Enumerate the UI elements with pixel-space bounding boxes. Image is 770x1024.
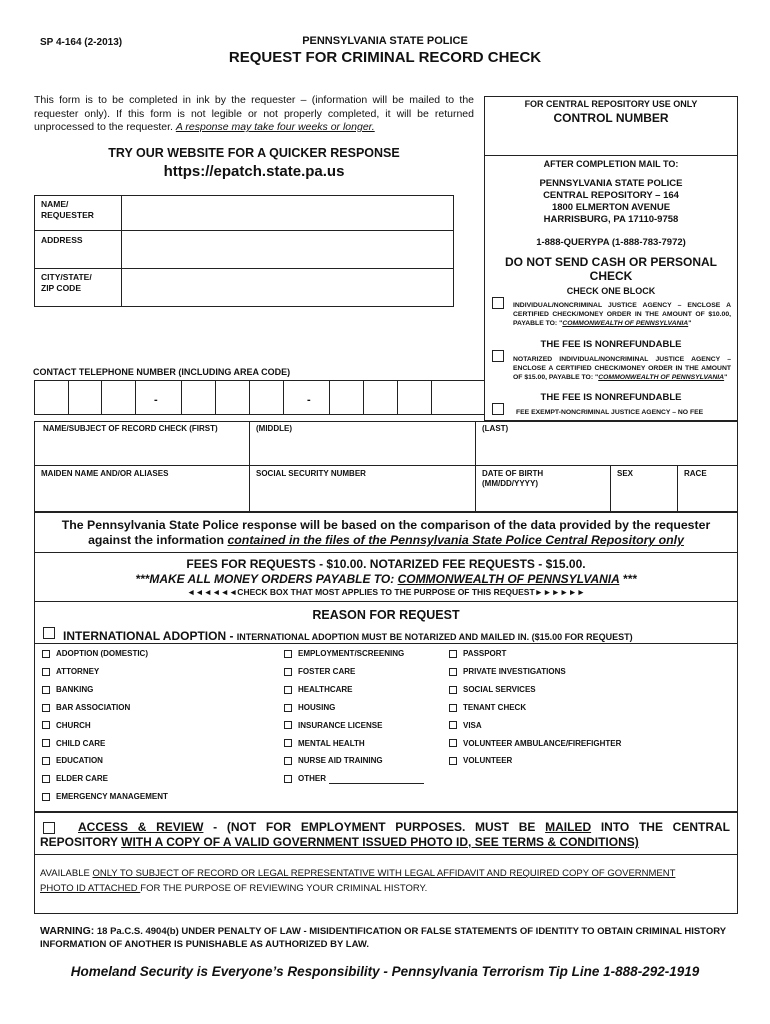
reason-checkbox[interactable]	[42, 721, 50, 729]
reason-label: VISA	[463, 720, 482, 730]
name-requester-field[interactable]	[122, 196, 453, 229]
name-requester-label: NAME/ REQUESTER	[41, 199, 94, 221]
phone-label: CONTACT TELEPHONE NUMBER (INCLUDING AREA CODE)	[33, 367, 291, 377]
reason-option[interactable]	[449, 721, 482, 731]
nonrefundable-note: THE FEE IS NONREFUNDABLE	[540, 392, 682, 403]
reason-checkbox[interactable]	[284, 775, 292, 783]
fees-line: FEES FOR REQUESTS - $10.00. NOTARIZED FEE REQUESTS - $15.00.	[186, 557, 586, 571]
phone-digit-divider	[101, 380, 102, 415]
phone-digit-divider	[397, 380, 398, 415]
access-availability: AVAILABLE ONLY TO SUBJECT OF RECORD OR LEGAL REPRESENTATIVE WITH LEGAL AFFIDAVIT AND REQUIRED COPY OF GOVERNMENT PHOTO ID ATTACHED FOR THE PURPOSE OF REVIEWING YOUR CRIMINAL HISTORY.	[40, 868, 676, 894]
phone-digit-divider	[215, 380, 216, 415]
maiden-name-field[interactable]	[35, 481, 248, 511]
reason-option[interactable]	[42, 685, 93, 695]
reason-option[interactable]	[449, 703, 526, 713]
reason-option[interactable]	[284, 667, 355, 677]
reason-checkbox[interactable]	[42, 775, 50, 783]
reason-option[interactable]	[42, 739, 105, 749]
reason-label: PASSPORT	[463, 649, 507, 658]
dob-field[interactable]	[476, 491, 609, 511]
reason-label: INSURANCE LICENSE	[298, 720, 383, 730]
reason-checkbox[interactable]	[42, 793, 50, 801]
phone-digit-divider	[249, 380, 250, 415]
repository-phone: 1-888-QUERYPA (1-888-783-7972)	[536, 237, 686, 248]
fees-divider	[34, 601, 738, 602]
reason-label: EMERGENCY MANAGEMENT	[56, 792, 168, 802]
nonrefundable-note: THE FEE IS NONREFUNDABLE	[540, 339, 682, 350]
mailing-address: PENNSYLVANIA STATE POLICE CENTRAL REPOSITORY – 164 1800 ELMERTON AVENUE HARRISBURG, PA 17110-9758	[539, 178, 683, 225]
agency-name: PENNSYLVANIA STATE POLICE	[302, 35, 468, 47]
reason-option[interactable]	[449, 685, 536, 695]
reason-option[interactable]	[284, 721, 382, 731]
reason-option[interactable]	[284, 685, 353, 695]
control-number-label: CONTROL NUMBER	[553, 111, 669, 125]
reason-option[interactable]	[42, 703, 130, 713]
reason-label: MENTAL HEALTH	[298, 738, 365, 748]
reason-option[interactable]	[449, 667, 566, 677]
reason-option[interactable]	[42, 774, 108, 784]
fee-option-notarized: NOTARIZED INDIVIDUAL/NONCRIMINAL JUSTICE AGENCY – ENCLOSE A CERTIFIED CHECK/MONEY ORDER IN THE AMOUNT OF $15.00, PAYABLE TO: "COMMONWEALTH OF PENNSYLVANIA"	[513, 356, 731, 381]
reason-checkbox[interactable]	[284, 650, 292, 658]
fee-option-checkbox[interactable]	[492, 297, 504, 309]
reason-option[interactable]	[42, 721, 91, 731]
intro-note: A response may take four weeks or longer.	[175, 121, 375, 133]
reason-option[interactable]	[449, 756, 512, 766]
dob-label: DATE OF BIRTH (MM/DD/YYYY)	[482, 469, 544, 489]
terrorism-tip-line: Homeland Security is Everyone’s Responsibility - Pennsylvania Terrorism Tip Line 1-888-292-1919	[70, 964, 700, 979]
reason-checkbox[interactable]	[42, 739, 50, 747]
reason-option[interactable]	[449, 739, 621, 749]
phone-digit-divider	[181, 380, 182, 415]
reason-option[interactable]	[284, 774, 424, 784]
mail-to-label: AFTER COMPLETION MAIL TO:	[543, 159, 679, 169]
reason-checkbox[interactable]	[449, 757, 457, 765]
reason-label: VOLUNTEER AMBULANCE/FIREFIGHTER	[463, 738, 622, 748]
reason-checkbox[interactable]	[284, 721, 292, 729]
central-repo-divider	[484, 155, 738, 156]
reason-checkbox[interactable]	[42, 757, 50, 765]
address-label: ADDRESS	[41, 235, 83, 245]
ssn-label: SOCIAL SECURITY NUMBER	[256, 469, 366, 478]
check-one-label: CHECK ONE BLOCK	[566, 286, 656, 296]
reason-option[interactable]	[42, 667, 99, 677]
subject-row-line	[34, 465, 738, 466]
phone-digit-divider	[363, 380, 364, 415]
reason-heading: REASON FOR REQUEST	[312, 608, 460, 622]
reason-option[interactable]	[284, 739, 365, 749]
comparison-notice: The Pennsylvania State Police response will be based on the comparison of the data provided by the requester against the information contained in the files of the Pennsylvania State Police Central Repository only	[61, 518, 711, 547]
use-only-label: FOR CENTRAL REPOSITORY USE ONLY	[524, 99, 698, 109]
phone-digit-divider	[431, 380, 432, 415]
access-divider	[34, 854, 738, 855]
phone-digit-divider	[283, 380, 284, 415]
intl-divider	[34, 643, 738, 644]
reason-label: CHILD CARE	[56, 738, 106, 748]
phone-digit-divider	[135, 380, 136, 415]
form-title: REQUEST FOR CRIMINAL RECORD CHECK	[228, 49, 542, 66]
fee-option-individual: INDIVIDUAL/NONCRIMINAL JUSTICE AGENCY – ENCLOSE A CERTIFIED CHECK/MONEY ORDER IN THE AMOUNT OF $10.00, PAYABLE TO: "COMMONWEALTH OF PENNSYLVANIA"	[513, 302, 731, 327]
reason-option[interactable]	[284, 649, 404, 659]
reason-label: EDUCATION	[56, 756, 103, 766]
city-state-zip-label: CITY/STATE/ ZIP CODE	[41, 272, 92, 294]
phone-digit-divider	[329, 380, 330, 415]
race-field[interactable]	[678, 481, 737, 511]
subject-first-name-label: NAME/SUBJECT OF RECORD CHECK (FIRST)	[43, 424, 218, 433]
reason-checkbox[interactable]	[284, 757, 292, 765]
no-cash-warning: DO NOT SEND CASH OR PERSONAL CHECK	[504, 255, 717, 283]
access-review-title: ACCESS & REVIEW - (NOT FOR EMPLOYMENT PURPOSES. MUST BE MAILED INTO THE CENTRAL	[78, 820, 731, 834]
reason-label: BANKING	[56, 684, 94, 694]
other-reason-input[interactable]	[329, 776, 424, 784]
reason-label: FOSTER CARE	[298, 666, 356, 676]
reason-checkbox[interactable]	[284, 686, 292, 694]
fee-option-checkbox[interactable]	[492, 350, 504, 362]
reason-label: HEALTHCARE	[298, 684, 353, 694]
subject-middle-label: (MIDDLE)	[256, 424, 292, 433]
reason-checkbox[interactable]	[449, 686, 457, 694]
reason-checkbox[interactable]	[42, 704, 50, 712]
fee-option-checkbox[interactable]	[492, 403, 504, 415]
intl-adoption-checkbox[interactable]	[43, 627, 55, 639]
notice-divider	[34, 552, 738, 553]
fee-option-exempt: FEE EXEMPT-NONCRIMINAL JUSTICE AGENCY – NO FEE	[516, 409, 704, 416]
subject-last-field[interactable]	[476, 436, 737, 464]
reason-checkbox[interactable]	[449, 739, 457, 747]
sex-field[interactable]	[611, 481, 676, 511]
ssn-field[interactable]	[250, 481, 474, 511]
address-field[interactable]	[122, 231, 453, 267]
reason-option[interactable]	[42, 649, 148, 659]
city-state-zip-field[interactable]	[122, 269, 453, 306]
phone-digit-divider	[68, 380, 69, 415]
reason-label: ELDER CARE	[56, 774, 109, 784]
website-url[interactable]: https://epatch.state.pa.us	[163, 163, 345, 180]
subject-first-name-field[interactable]	[35, 436, 248, 464]
maiden-name-label: MAIDEN NAME AND/OR ALIASES	[41, 469, 169, 478]
sex-label: SEX	[617, 469, 634, 478]
reason-label: HOUSING	[298, 702, 336, 712]
race-label: RACE	[684, 469, 707, 478]
reason-label: SOCIAL SERVICES	[463, 684, 536, 694]
reason-option[interactable]	[42, 792, 168, 802]
phone-dash: -	[307, 394, 311, 406]
reason-checkbox[interactable]	[449, 704, 457, 712]
reason-label: EMPLOYMENT/SCREENING	[298, 649, 405, 658]
legal-warning: WARNING: 18 Pa.C.S. 4904(b) UNDER PENALTY OF LAW - MISIDENTIFICATION OR FALSE STATEMENTS OF IDENTITY TO OBTAIN CRIMINAL HISTORY INFORMATION OF ANOTHER IS PUNISHABLE AS AUTHORIZED BY LAW.	[40, 925, 726, 950]
reason-option[interactable]	[284, 703, 335, 713]
reason-label: CHURCH	[56, 720, 91, 730]
reason-label: NURSE AID TRAINING	[298, 756, 383, 766]
website-prompt: TRY OUR WEBSITE FOR A QUICKER RESPONSE	[108, 146, 400, 160]
check-box-instruction: ◄◄◄◄◄◄CHECK BOX THAT MOST APPLIES TO THE PURPOSE OF THIS REQUEST►►►►►►	[186, 587, 586, 597]
reason-label: ATTORNEY	[56, 666, 100, 676]
reason-label: TENANT CHECK	[463, 702, 527, 712]
reason-checkbox[interactable]	[284, 668, 292, 676]
reason-label: ADOPTION (DOMESTIC)	[56, 649, 148, 658]
subject-middle-field[interactable]	[250, 436, 474, 464]
intl-adoption-option: INTERNATIONAL ADOPTION - INTERNATIONAL ADOPTION MUST BE NOTARIZED AND MAILED IN. ($15.00 FOR REQUEST)	[63, 629, 633, 643]
phone-dash: -	[154, 394, 158, 406]
reason-checkbox[interactable]	[449, 650, 457, 658]
subject-last-label: (LAST)	[482, 424, 509, 433]
reason-checkbox[interactable]	[42, 668, 50, 676]
reason-label: OTHER	[298, 774, 326, 784]
reason-label: PRIVATE INVESTIGATIONS	[463, 666, 566, 676]
reason-option[interactable]	[42, 756, 103, 766]
reason-checkbox[interactable]	[449, 721, 457, 729]
reason-checkbox[interactable]	[42, 650, 50, 658]
reason-checkbox[interactable]	[449, 668, 457, 676]
intro-text: This form is to be completed in ink by the requester – (information will be mailed to the requester only). If this form is not legible or not properly completed, it will be returned unprocessed to the requester. A response may take four weeks or longer.	[34, 94, 474, 133]
reason-label: VOLUNTEER	[463, 756, 513, 766]
reason-option[interactable]	[284, 756, 383, 766]
reason-checkbox[interactable]	[42, 686, 50, 694]
money-order-payee: ***MAKE ALL MONEY ORDERS PAYABLE TO: COMMONWEALTH OF PENNSYLVANIA ***	[135, 572, 637, 586]
reason-option[interactable]	[449, 649, 506, 659]
reason-checkbox[interactable]	[284, 704, 292, 712]
reason-label: BAR ASSOCIATION	[56, 702, 131, 712]
form-number: SP 4-164 (2-2013)	[40, 37, 123, 48]
access-review-requirement: REPOSITORY WITH A COPY OF A VALID GOVERNMENT ISSUED PHOTO ID, SEE TERMS & CONDITIONS)	[40, 835, 639, 849]
reason-checkbox[interactable]	[284, 739, 292, 747]
